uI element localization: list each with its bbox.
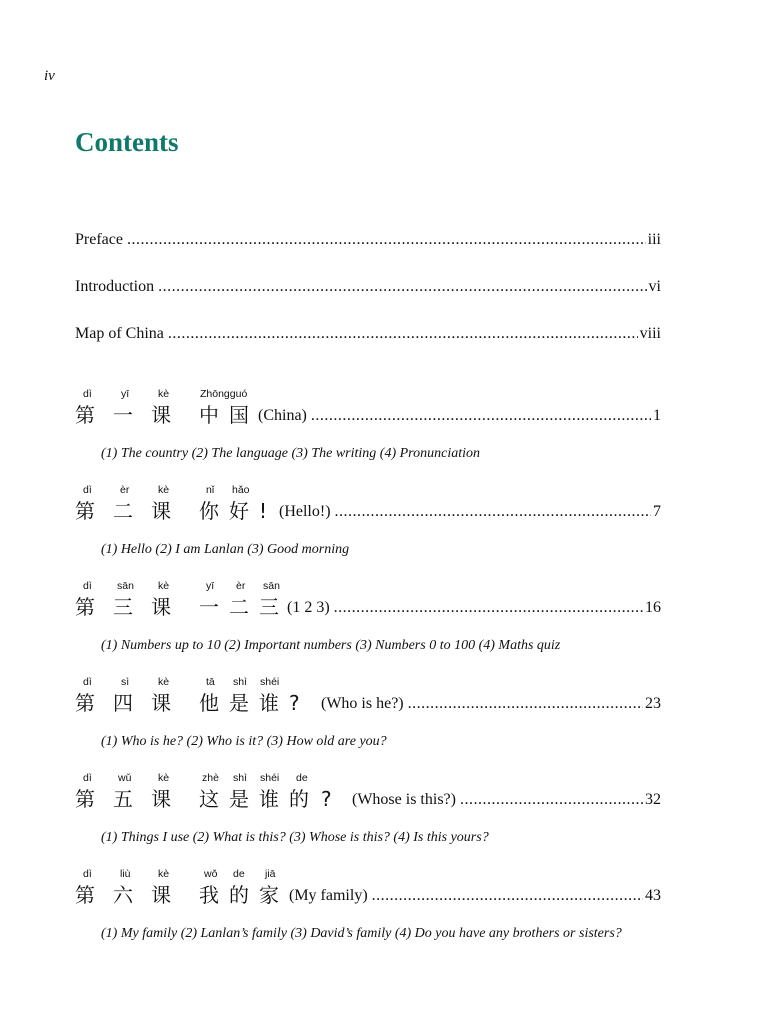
hanzi: 第 (75, 691, 95, 715)
hanzi: 这 (199, 787, 219, 811)
hanzi: 四 (113, 691, 133, 715)
lesson-title-tail (279, 500, 661, 524)
pinyin: de (296, 772, 308, 784)
lesson-entry-5[interactable] (75, 772, 661, 848)
page-number: iv (44, 68, 55, 84)
lesson-english-title: (Whose is this?) (352, 791, 456, 808)
hanzi: 第 (75, 403, 95, 427)
hanzi: 一 (199, 595, 219, 619)
hanzi: 谁 (259, 787, 279, 811)
lesson-title-row (75, 690, 661, 720)
toc-entry-page: iii (647, 231, 661, 248)
pinyin: dì (83, 580, 92, 592)
hanzi: ? (289, 691, 300, 715)
pinyin: yī (121, 388, 130, 400)
lesson-english-title: (1 2 3) (287, 599, 330, 616)
lesson-title-tail (352, 788, 661, 812)
pinyin: de (233, 868, 245, 880)
hanzi: 好 (229, 499, 249, 523)
toc-entry-map-of-china[interactable] (75, 324, 661, 344)
pinyin: shéi (260, 676, 280, 688)
leader-dots (158, 277, 646, 297)
hanzi: 三 (113, 595, 133, 619)
lesson-entry-2[interactable] (75, 484, 661, 560)
pinyin: kè (158, 580, 170, 592)
hanzi: 他 (199, 691, 219, 715)
pinyin: sì (121, 676, 130, 688)
pinyin-row (75, 868, 661, 882)
pinyin: dì (83, 772, 92, 784)
hanzi: 第 (75, 499, 95, 523)
lesson-title-row (75, 402, 661, 432)
pinyin-row (75, 676, 661, 690)
pinyin: dì (83, 484, 92, 496)
pinyin: liù (120, 868, 131, 880)
hanzi: 课 (151, 499, 171, 523)
pinyin: shéi (260, 772, 280, 784)
pinyin: Zhōngguó (200, 388, 248, 400)
pinyin: wǔ (118, 772, 132, 784)
lesson-title-row (75, 594, 661, 624)
lesson-english-title: (Hello!) (279, 503, 331, 520)
hanzi: 三 (259, 595, 279, 619)
hanzi: 的 (289, 787, 309, 811)
hanzi: 一 (113, 403, 133, 427)
pinyin: jiā (265, 868, 276, 880)
lesson-page: 7 (653, 503, 661, 520)
toc-entry-page: vi (648, 278, 661, 295)
hanzi: 国 (229, 403, 249, 427)
pinyin: sān (117, 580, 134, 592)
lesson-topics: (1) The country (2) The language (3) The writing (4) Pronunciation (101, 446, 480, 461)
lesson-entry-3[interactable] (75, 580, 661, 656)
pinyin: kè (158, 868, 170, 880)
lesson-title-row (75, 882, 661, 912)
hanzi: 的 (229, 883, 249, 907)
lesson-topics: (1) Hello (2) I am Lanlan (3) Good morning (101, 542, 350, 557)
pinyin: kè (158, 772, 170, 784)
lesson-english-title: (China) (258, 407, 307, 424)
hanzi: 课 (151, 595, 171, 619)
toc-entry-label: Map of China (75, 325, 164, 342)
pinyin: shì (233, 676, 248, 688)
hanzi: 二 (229, 595, 249, 619)
hanzi: 课 (151, 691, 171, 715)
pinyin: èr (120, 484, 130, 496)
page-title: Contents (75, 127, 179, 157)
pinyin-row (75, 580, 661, 594)
lesson-title-tail (289, 884, 661, 908)
hanzi: 第 (75, 787, 95, 811)
pinyin: èr (236, 580, 246, 592)
hanzi: 二 (113, 499, 133, 523)
pinyin: kè (158, 484, 170, 496)
pinyin: zhè (202, 772, 219, 784)
pinyin: kè (158, 676, 170, 688)
toc-entry-label: Preface (75, 231, 123, 248)
hanzi: 家 (259, 883, 279, 907)
lesson-page: 43 (645, 887, 661, 904)
toc-entry-introduction[interactable] (75, 277, 661, 297)
pinyin: sān (263, 580, 280, 592)
pinyin: yī (206, 580, 215, 592)
lesson-entry-6[interactable] (75, 868, 661, 968)
lesson-title-tail (321, 692, 661, 716)
pinyin-row (75, 388, 661, 402)
leader-dots (168, 324, 638, 344)
pinyin: nǐ (206, 484, 215, 496)
pinyin: dì (83, 388, 92, 400)
pinyin: shì (233, 772, 248, 784)
lesson-title-tail (287, 596, 661, 620)
toc-entry-page: viii (639, 325, 661, 342)
leader-dots (460, 788, 643, 812)
hanzi: 中 (199, 403, 219, 427)
pinyin: dì (83, 676, 92, 688)
hanzi: 课 (151, 787, 171, 811)
hanzi: 课 (151, 883, 171, 907)
lesson-page: 1 (653, 407, 661, 424)
hanzi: ? (321, 787, 332, 811)
hanzi: 六 (113, 883, 133, 907)
hanzi: 你 (199, 499, 219, 523)
leader-dots (334, 596, 643, 620)
lesson-title-tail (258, 404, 661, 428)
hanzi: ! (259, 499, 268, 523)
hanzi: 谁 (259, 691, 279, 715)
lesson-topics: (1) Things I use (2) What is this? (3) Whose is this? (4) Is this yours? (101, 830, 489, 845)
pinyin: wǒ (204, 868, 218, 880)
lesson-page: 32 (645, 791, 661, 808)
pinyin-row (75, 772, 661, 786)
lesson-title-row (75, 786, 661, 816)
leader-dots (311, 404, 651, 428)
lesson-topics: (1) My family (2) Lanlan’s family (3) David’s family (4) Do you have any brothers or sisters? (101, 926, 622, 941)
lesson-page: 16 (645, 599, 661, 616)
hanzi: 我 (199, 883, 219, 907)
lesson-topics: (1) Numbers up to 10 (2) Important numbers (3) Numbers 0 to 100 (4) Maths quiz (101, 638, 561, 653)
lesson-english-title: (Who is he?) (321, 695, 404, 712)
pinyin: dì (83, 868, 92, 880)
pinyin: tā (206, 676, 215, 688)
lesson-entry-4[interactable] (75, 676, 661, 752)
lesson-page: 23 (645, 695, 661, 712)
pinyin-row (75, 484, 661, 498)
lesson-entry-1[interactable] (75, 388, 661, 464)
toc-entry-label: Introduction (75, 278, 155, 295)
toc-entry-preface[interactable] (75, 230, 661, 250)
lesson-topics: (1) Who is he? (2) Who is it? (3) How old are you? (101, 734, 387, 749)
lesson-title-row (75, 498, 661, 528)
hanzi: 是 (229, 787, 249, 811)
hanzi: 五 (113, 787, 133, 811)
leader-dots (335, 500, 651, 524)
hanzi: 是 (229, 691, 249, 715)
hanzi: 第 (75, 883, 95, 907)
leader-dots (372, 884, 643, 908)
leader-dots (127, 230, 646, 250)
pinyin: kè (158, 388, 170, 400)
hanzi: 课 (151, 403, 171, 427)
hanzi: 第 (75, 595, 95, 619)
pinyin: hǎo (232, 484, 250, 496)
lesson-english-title: (My family) (289, 887, 368, 904)
leader-dots (408, 692, 643, 716)
